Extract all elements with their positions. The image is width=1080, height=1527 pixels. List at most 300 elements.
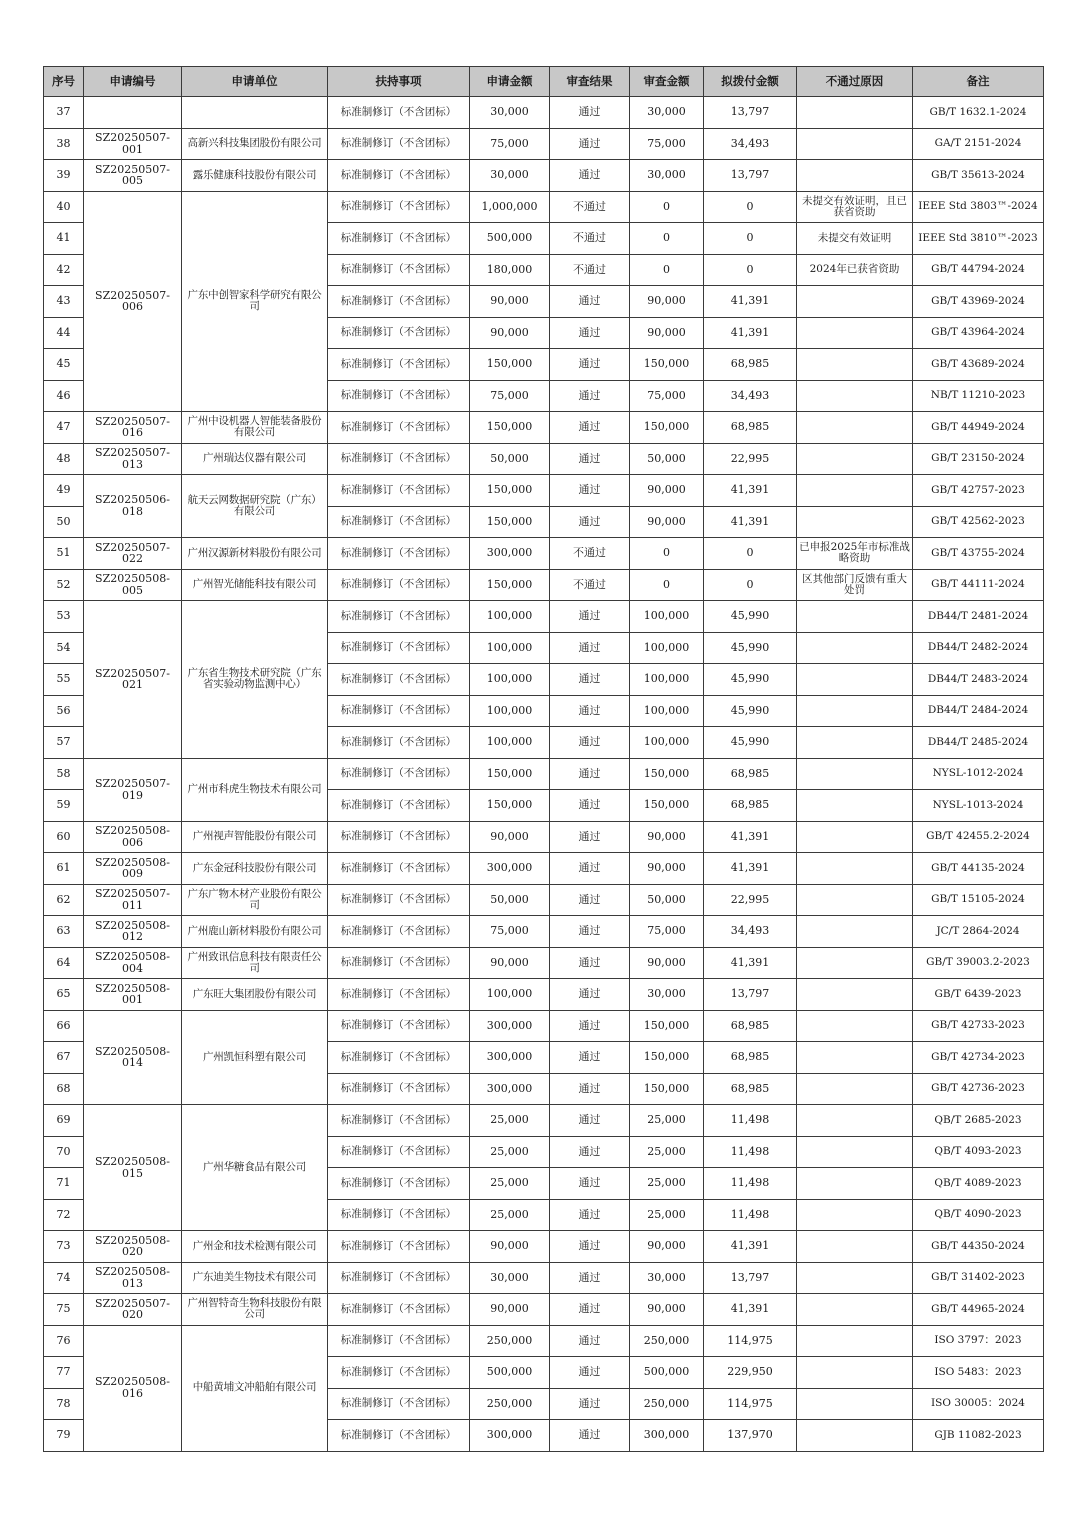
cell-app-id: SZ20250507-019: [84, 758, 182, 821]
cell-seq: 68: [44, 1073, 84, 1105]
cell-app-id: SZ20250507-011: [84, 884, 182, 916]
cell-item: 标准制修订（不含团标）: [328, 254, 470, 286]
cell-reason: [797, 160, 913, 192]
cell-review-amount: 250,000: [630, 1325, 704, 1357]
cell-result: 通过: [550, 506, 630, 538]
table-row: [44, 853, 1044, 885]
cell-apply-amount: 25,000: [470, 1105, 550, 1137]
cell-reason: [797, 790, 913, 822]
cell-note: GB/T 6439-2023: [913, 979, 1044, 1011]
cell-review-amount: 25,000: [630, 1199, 704, 1231]
cell-result: 通过: [550, 380, 630, 412]
cell-item: 标准制修订（不含团标）: [328, 695, 470, 727]
col-header-unit: 申请单位: [182, 67, 328, 97]
cell-apply-amount: 150,000: [470, 506, 550, 538]
table-row: [44, 601, 1044, 633]
cell-app-id: SZ20250507-022: [84, 538, 182, 570]
cell-item: 标准制修订（不含团标）: [328, 1199, 470, 1231]
cell-reason: [797, 443, 913, 475]
cell-apply-amount: 30,000: [470, 1262, 550, 1294]
cell-seq: 60: [44, 821, 84, 853]
cell-review-amount: 50,000: [630, 443, 704, 475]
cell-unit: 广州汉源新材料股份有限公司: [182, 538, 328, 570]
cell-reason: [797, 1105, 913, 1137]
cell-item: 标准制修订（不含团标）: [328, 317, 470, 349]
cell-seq: 56: [44, 695, 84, 727]
cell-pay-amount: 13,797: [704, 979, 797, 1011]
cell-note: DB44/T 2485-2024: [913, 727, 1044, 759]
cell-item: 标准制修订（不含团标）: [328, 538, 470, 570]
cell-note: GB/T 44965-2024: [913, 1294, 1044, 1326]
cell-apply-amount: 300,000: [470, 1042, 550, 1074]
cell-seq: 72: [44, 1199, 84, 1231]
cell-note: DB44/T 2482-2024: [913, 632, 1044, 664]
cell-unit: 广州市科虎生物技术有限公司: [182, 758, 328, 821]
cell-seq: 40: [44, 191, 84, 223]
cell-reason: [797, 758, 913, 790]
cell-item: 标准制修订（不含团标）: [328, 790, 470, 822]
table-row: [44, 947, 1044, 979]
col-header-review-amount: 审查金额: [630, 67, 704, 97]
cell-pay-amount: 0: [704, 191, 797, 223]
cell-pay-amount: 13,797: [704, 97, 797, 129]
cell-apply-amount: 300,000: [470, 853, 550, 885]
cell-apply-amount: 180,000: [470, 254, 550, 286]
cell-app-id: SZ20250507-006: [84, 191, 182, 412]
cell-item: 标准制修订（不含团标）: [328, 727, 470, 759]
cell-note: GB/T 44949-2024: [913, 412, 1044, 444]
cell-review-amount: 90,000: [630, 853, 704, 885]
cell-result: 通过: [550, 317, 630, 349]
cell-seq: 75: [44, 1294, 84, 1326]
cell-apply-amount: 75,000: [470, 916, 550, 948]
cell-reason: [797, 979, 913, 1011]
cell-pay-amount: 41,391: [704, 1231, 797, 1263]
table-row: [44, 412, 1044, 444]
cell-apply-amount: 150,000: [470, 349, 550, 381]
cell-result: 通过: [550, 1199, 630, 1231]
cell-note: QB/T 2685-2023: [913, 1105, 1044, 1137]
cell-item: 标准制修订（不含团标）: [328, 632, 470, 664]
cell-result: 通过: [550, 1294, 630, 1326]
cell-result: 通过: [550, 128, 630, 160]
cell-result: 通过: [550, 632, 630, 664]
cell-result: 通过: [550, 1105, 630, 1137]
cell-reason: [797, 1294, 913, 1326]
cell-note: NB/T 11210-2023: [913, 380, 1044, 412]
cell-reason: [797, 1262, 913, 1294]
cell-reason: [797, 821, 913, 853]
cell-review-amount: 150,000: [630, 349, 704, 381]
cell-reason: [797, 1042, 913, 1074]
cell-seq: 39: [44, 160, 84, 192]
cell-review-amount: 90,000: [630, 286, 704, 318]
cell-review-amount: 90,000: [630, 947, 704, 979]
cell-apply-amount: 90,000: [470, 286, 550, 318]
cell-apply-amount: 90,000: [470, 947, 550, 979]
table-row: [44, 1325, 1044, 1357]
cell-reason: [797, 853, 913, 885]
cell-review-amount: 50,000: [630, 884, 704, 916]
cell-note: GB/T 44135-2024: [913, 853, 1044, 885]
cell-unit: 广州中设机器人智能装备股份有限公司: [182, 412, 328, 444]
cell-review-amount: 30,000: [630, 1262, 704, 1294]
cell-reason: [797, 1325, 913, 1357]
cell-result: 通过: [550, 821, 630, 853]
cell-result: 通过: [550, 916, 630, 948]
cell-item: 标准制修订（不含团标）: [328, 1231, 470, 1263]
cell-result: 不通过: [550, 538, 630, 570]
cell-unit: 露乐健康科技股份有限公司: [182, 160, 328, 192]
cell-item: 标准制修订（不含团标）: [328, 601, 470, 633]
cell-result: 不通过: [550, 223, 630, 255]
cell-item: 标准制修订（不含团标）: [328, 1262, 470, 1294]
cell-note: GB/T 42736-2023: [913, 1073, 1044, 1105]
cell-pay-amount: 137,970: [704, 1420, 797, 1452]
cell-reason: [797, 97, 913, 129]
cell-review-amount: 0: [630, 538, 704, 570]
cell-item: 标准制修订（不含团标）: [328, 884, 470, 916]
cell-result: 通过: [550, 790, 630, 822]
cell-item: 标准制修订（不含团标）: [328, 443, 470, 475]
cell-seq: 54: [44, 632, 84, 664]
cell-apply-amount: 150,000: [470, 758, 550, 790]
cell-pay-amount: 114,975: [704, 1388, 797, 1420]
table-row: [44, 821, 1044, 853]
cell-apply-amount: 150,000: [470, 790, 550, 822]
cell-seq: 74: [44, 1262, 84, 1294]
cell-apply-amount: 150,000: [470, 569, 550, 601]
cell-reason: [797, 1357, 913, 1389]
cell-unit: 广东广物木材产业股份有限公司: [182, 884, 328, 916]
cell-review-amount: 75,000: [630, 128, 704, 160]
cell-seq: 69: [44, 1105, 84, 1137]
cell-review-amount: 90,000: [630, 1231, 704, 1263]
cell-item: 标准制修订（不含团标）: [328, 821, 470, 853]
cell-seq: 66: [44, 1010, 84, 1042]
cell-reason: [797, 475, 913, 507]
cell-seq: 78: [44, 1388, 84, 1420]
cell-item: 标准制修订（不含团标）: [328, 475, 470, 507]
cell-review-amount: 500,000: [630, 1357, 704, 1389]
col-header-pay-amount: 拟拨付金额: [704, 67, 797, 97]
table-row: [44, 916, 1044, 948]
cell-unit: [182, 97, 328, 129]
cell-pay-amount: 41,391: [704, 821, 797, 853]
cell-review-amount: 100,000: [630, 664, 704, 696]
cell-reason: [797, 916, 913, 948]
cell-reason: [797, 695, 913, 727]
cell-apply-amount: 150,000: [470, 412, 550, 444]
cell-pay-amount: 229,950: [704, 1357, 797, 1389]
cell-app-id: SZ20250508-013: [84, 1262, 182, 1294]
cell-pay-amount: 11,498: [704, 1136, 797, 1168]
cell-note: IEEE Std 3803™-2024: [913, 191, 1044, 223]
cell-apply-amount: 25,000: [470, 1199, 550, 1231]
cell-result: 通过: [550, 947, 630, 979]
cell-pay-amount: 45,990: [704, 727, 797, 759]
cell-apply-amount: 100,000: [470, 601, 550, 633]
col-header-app-id: 申请编号: [84, 67, 182, 97]
cell-item: 标准制修订（不含团标）: [328, 1325, 470, 1357]
cell-unit: 广东中创智家科学研究有限公司: [182, 191, 328, 412]
cell-seq: 59: [44, 790, 84, 822]
table-row: [44, 884, 1044, 916]
cell-unit: 高新兴科技集团股份有限公司: [182, 128, 328, 160]
cell-result: 通过: [550, 349, 630, 381]
cell-seq: 61: [44, 853, 84, 885]
cell-app-id: SZ20250508-001: [84, 979, 182, 1011]
cell-apply-amount: 300,000: [470, 1010, 550, 1042]
cell-note: GB/T 35613-2024: [913, 160, 1044, 192]
cell-reason: 未提交有效证明，且已获省资助: [797, 191, 913, 223]
cell-unit: 航天云网数据研究院（广东）有限公司: [182, 475, 328, 538]
cell-app-id: SZ20250507-013: [84, 443, 182, 475]
cell-apply-amount: 300,000: [470, 1420, 550, 1452]
cell-review-amount: 150,000: [630, 1073, 704, 1105]
cell-seq: 57: [44, 727, 84, 759]
cell-seq: 67: [44, 1042, 84, 1074]
cell-apply-amount: 75,000: [470, 380, 550, 412]
col-header-note: 备注: [913, 67, 1044, 97]
cell-item: 标准制修订（不含团标）: [328, 1388, 470, 1420]
cell-app-id: SZ20250508-012: [84, 916, 182, 948]
cell-pay-amount: 41,391: [704, 853, 797, 885]
cell-result: 通过: [550, 443, 630, 475]
table-row: [44, 758, 1044, 790]
table-row: [44, 128, 1044, 160]
cell-item: 标准制修订（不含团标）: [328, 380, 470, 412]
cell-item: 标准制修订（不含团标）: [328, 160, 470, 192]
table-row: [44, 1010, 1044, 1042]
cell-reason: [797, 128, 913, 160]
cell-note: GB/T 42562-2023: [913, 506, 1044, 538]
cell-note: GB/T 1632.1-2024: [913, 97, 1044, 129]
cell-note: QB/T 4093-2023: [913, 1136, 1044, 1168]
cell-reason: [797, 1073, 913, 1105]
cell-seq: 37: [44, 97, 84, 129]
cell-apply-amount: 100,000: [470, 695, 550, 727]
cell-note: GB/T 44794-2024: [913, 254, 1044, 286]
cell-seq: 50: [44, 506, 84, 538]
cell-unit: 广州华糖食品有限公司: [182, 1105, 328, 1231]
cell-pay-amount: 68,985: [704, 412, 797, 444]
cell-review-amount: 150,000: [630, 1010, 704, 1042]
cell-result: 通过: [550, 1388, 630, 1420]
cell-seq: 79: [44, 1420, 84, 1452]
cell-item: 标准制修订（不含团标）: [328, 664, 470, 696]
cell-pay-amount: 45,990: [704, 601, 797, 633]
cell-apply-amount: 30,000: [470, 160, 550, 192]
cell-reason: [797, 664, 913, 696]
cell-item: 标准制修订（不含团标）: [328, 128, 470, 160]
cell-pay-amount: 68,985: [704, 349, 797, 381]
cell-review-amount: 0: [630, 223, 704, 255]
cell-reason: [797, 286, 913, 318]
cell-note: GB/T 43689-2024: [913, 349, 1044, 381]
cell-app-id: SZ20250507-016: [84, 412, 182, 444]
cell-reason: [797, 1168, 913, 1200]
cell-note: GB/T 42733-2023: [913, 1010, 1044, 1042]
cell-result: 通过: [550, 1325, 630, 1357]
cell-item: 标准制修订（不含团标）: [328, 979, 470, 1011]
cell-unit: 广州鹿山新材料股份有限公司: [182, 916, 328, 948]
cell-note: ISO 30005：2024: [913, 1388, 1044, 1420]
cell-reason: [797, 947, 913, 979]
cell-result: 通过: [550, 1010, 630, 1042]
cell-apply-amount: 150,000: [470, 475, 550, 507]
table-row: [44, 191, 1044, 223]
cell-result: 通过: [550, 664, 630, 696]
cell-seq: 73: [44, 1231, 84, 1263]
cell-pay-amount: 114,975: [704, 1325, 797, 1357]
cell-apply-amount: 100,000: [470, 727, 550, 759]
cell-result: 通过: [550, 1136, 630, 1168]
cell-review-amount: 90,000: [630, 821, 704, 853]
table-row: [44, 475, 1044, 507]
cell-note: GB/T 44350-2024: [913, 1231, 1044, 1263]
cell-result: 不通过: [550, 191, 630, 223]
cell-item: 标准制修订（不含团标）: [328, 191, 470, 223]
cell-app-id: SZ20250507-020: [84, 1294, 182, 1326]
cell-review-amount: 90,000: [630, 475, 704, 507]
cell-result: 通过: [550, 727, 630, 759]
cell-note: GA/T 2151-2024: [913, 128, 1044, 160]
cell-apply-amount: 100,000: [470, 979, 550, 1011]
cell-apply-amount: 25,000: [470, 1168, 550, 1200]
cell-pay-amount: 41,391: [704, 286, 797, 318]
cell-review-amount: 0: [630, 569, 704, 601]
cell-item: 标准制修订（不含团标）: [328, 853, 470, 885]
cell-apply-amount: 30,000: [470, 97, 550, 129]
cell-seq: 70: [44, 1136, 84, 1168]
cell-item: 标准制修订（不含团标）: [328, 758, 470, 790]
cell-seq: 48: [44, 443, 84, 475]
cell-result: 通过: [550, 286, 630, 318]
cell-note: IEEE Std 3810™-2023: [913, 223, 1044, 255]
cell-apply-amount: 90,000: [470, 1294, 550, 1326]
cell-apply-amount: 300,000: [470, 1073, 550, 1105]
cell-reason: [797, 727, 913, 759]
cell-reason: [797, 412, 913, 444]
cell-item: 标准制修订（不含团标）: [328, 569, 470, 601]
cell-app-id: SZ20250508-005: [84, 569, 182, 601]
cell-reason: [797, 349, 913, 381]
cell-seq: 51: [44, 538, 84, 570]
cell-review-amount: 150,000: [630, 790, 704, 822]
cell-review-amount: 0: [630, 191, 704, 223]
cell-reason: [797, 1010, 913, 1042]
cell-pay-amount: 41,391: [704, 947, 797, 979]
cell-seq: 76: [44, 1325, 84, 1357]
table-row: [44, 979, 1044, 1011]
cell-reason: [797, 632, 913, 664]
cell-apply-amount: 90,000: [470, 317, 550, 349]
cell-reason: [797, 601, 913, 633]
cell-apply-amount: 90,000: [470, 1231, 550, 1263]
cell-review-amount: 75,000: [630, 380, 704, 412]
cell-apply-amount: 500,000: [470, 1357, 550, 1389]
cell-pay-amount: 41,391: [704, 1294, 797, 1326]
cell-item: 标准制修订（不含团标）: [328, 916, 470, 948]
cell-pay-amount: 11,498: [704, 1199, 797, 1231]
cell-unit: 广东旺大集团股份有限公司: [182, 979, 328, 1011]
cell-pay-amount: 68,985: [704, 790, 797, 822]
cell-note: GB/T 31402-2023: [913, 1262, 1044, 1294]
col-header-apply-amount: 申请金额: [470, 67, 550, 97]
cell-review-amount: 90,000: [630, 1294, 704, 1326]
cell-result: 通过: [550, 884, 630, 916]
cell-app-id: SZ20250508-020: [84, 1231, 182, 1263]
cell-pay-amount: 34,493: [704, 916, 797, 948]
cell-note: GB/T 42757-2023: [913, 475, 1044, 507]
cell-seq: 62: [44, 884, 84, 916]
cell-reason: [797, 1420, 913, 1452]
col-header-result: 审查结果: [550, 67, 630, 97]
cell-item: 标准制修订（不含团标）: [328, 1042, 470, 1074]
cell-note: DB44/T 2481-2024: [913, 601, 1044, 633]
cell-review-amount: 30,000: [630, 97, 704, 129]
cell-item: 标准制修订（不含团标）: [328, 349, 470, 381]
cell-unit: 广州凯恒科塑有限公司: [182, 1010, 328, 1105]
cell-pay-amount: 68,985: [704, 1010, 797, 1042]
cell-note: GB/T 23150-2024: [913, 443, 1044, 475]
cell-apply-amount: 100,000: [470, 632, 550, 664]
cell-review-amount: 30,000: [630, 979, 704, 1011]
cell-app-id: SZ20250508-006: [84, 821, 182, 853]
cell-review-amount: 300,000: [630, 1420, 704, 1452]
cell-pay-amount: 13,797: [704, 160, 797, 192]
cell-note: GB/T 42734-2023: [913, 1042, 1044, 1074]
cell-seq: 46: [44, 380, 84, 412]
cell-review-amount: 150,000: [630, 758, 704, 790]
cell-item: 标准制修订（不含团标）: [328, 1294, 470, 1326]
cell-note: DB44/T 2483-2024: [913, 664, 1044, 696]
cell-pay-amount: 13,797: [704, 1262, 797, 1294]
cell-pay-amount: 41,391: [704, 506, 797, 538]
col-header-seq: 序号: [44, 67, 84, 97]
table-row: [44, 1105, 1044, 1137]
cell-unit: 中船黄埔文冲船舶有限公司: [182, 1325, 328, 1451]
cell-pay-amount: 0: [704, 569, 797, 601]
cell-reason: [797, 1231, 913, 1263]
cell-pay-amount: 0: [704, 538, 797, 570]
cell-note: GB/T 39003.2-2023: [913, 947, 1044, 979]
cell-note: NYSL-1013-2024: [913, 790, 1044, 822]
cell-item: 标准制修订（不含团标）: [328, 947, 470, 979]
cell-reason: [797, 1388, 913, 1420]
cell-reason: [797, 884, 913, 916]
cell-seq: 52: [44, 569, 84, 601]
cell-item: 标准制修订（不含团标）: [328, 97, 470, 129]
cell-result: 通过: [550, 1262, 630, 1294]
cell-apply-amount: 1,000,000: [470, 191, 550, 223]
table-row: [44, 538, 1044, 570]
cell-reason: [797, 380, 913, 412]
cell-app-id: [84, 97, 182, 129]
cell-apply-amount: 100,000: [470, 664, 550, 696]
cell-unit: 广东金冠科技股份有限公司: [182, 853, 328, 885]
cell-pay-amount: 45,990: [704, 695, 797, 727]
cell-item: 标准制修订（不含团标）: [328, 1010, 470, 1042]
cell-seq: 65: [44, 979, 84, 1011]
cell-note: GB/T 43969-2024: [913, 286, 1044, 318]
col-header-item: 扶持事项: [328, 67, 470, 97]
cell-apply-amount: 300,000: [470, 538, 550, 570]
cell-item: 标准制修订（不含团标）: [328, 223, 470, 255]
cell-seq: 55: [44, 664, 84, 696]
cell-unit: 广东省生物技术研究院（广东省实验动物监测中心）: [182, 601, 328, 759]
